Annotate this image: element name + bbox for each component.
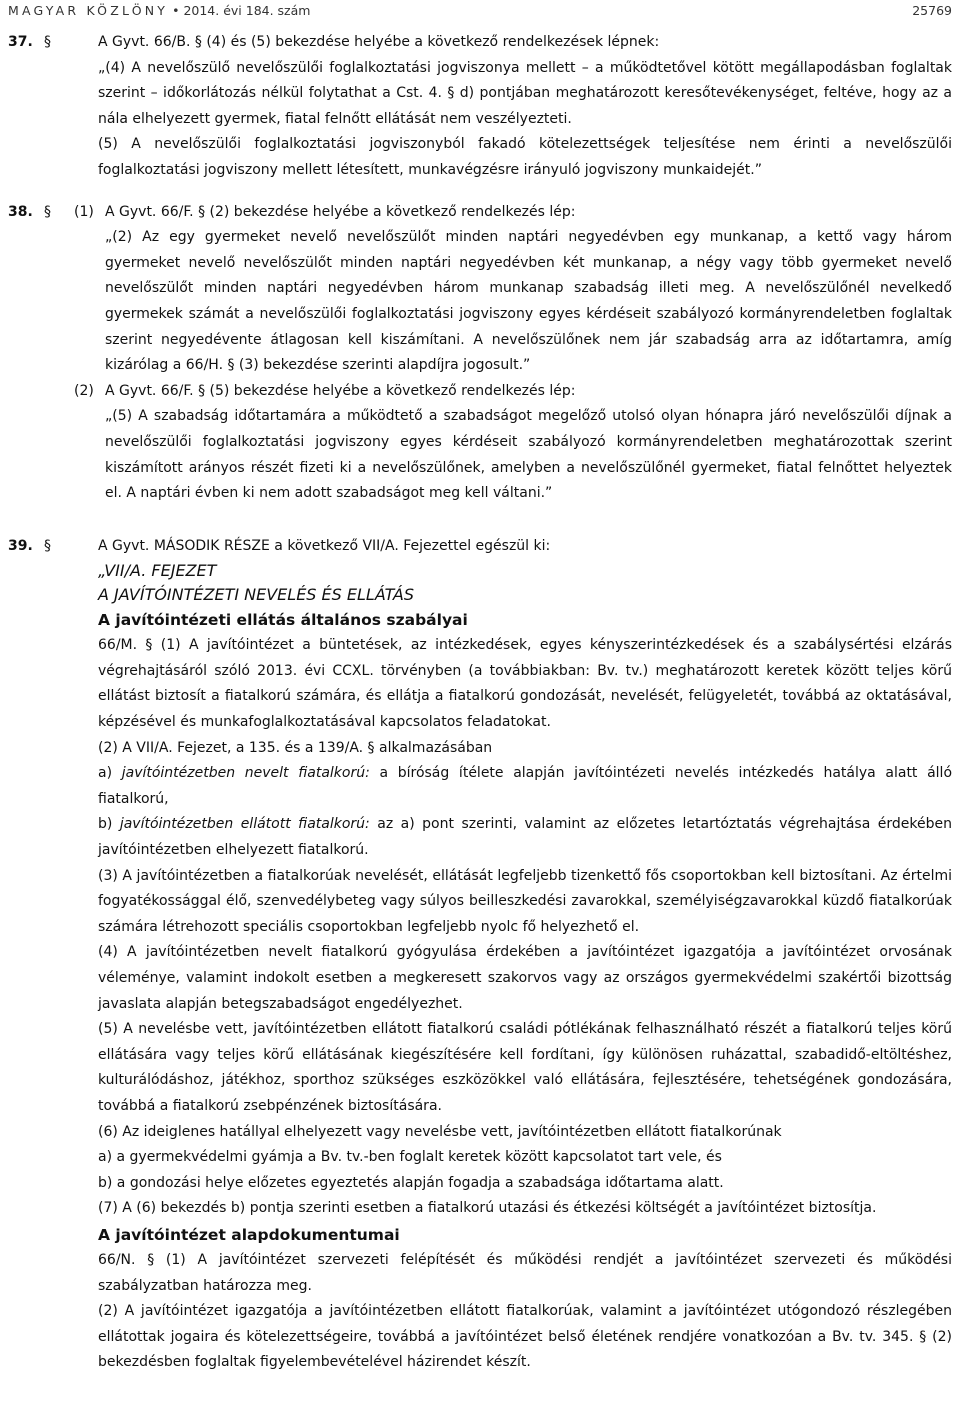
paragraph-66m-2b [98,812,952,863]
section-content [98,30,952,184]
chapter-title: A JAVÍTÓINTÉZETI NEVELÉS ÉS ELLÁTÁS [98,585,415,605]
section-content [74,200,952,507]
chapter-number: „VII/A. FEJEZET [98,561,217,581]
section-number: 38. [8,203,33,220]
point-label: b) [98,816,120,833]
subsection-1 [74,200,952,379]
paragraph-66m-2a [98,761,952,812]
journal-issue: • 2014. évi 184. szám [168,3,311,18]
section-number: 37. [8,34,33,50]
definition-text: az a) pont szerinti, valamint az előzetes letartóztatás végrehajtása érdekében javítóintézetben elhelyezett fiatalkorú. [98,816,952,859]
section-39 [8,534,952,1376]
document-body [8,30,952,1376]
defined-term: javítóintézetben ellátott fiatalkorú: [119,816,370,833]
section-symbol: § [44,203,51,220]
paragraph-66m-3: (3) A javítóintézetben a fiatalkorúak nevelését, ellátását legfeljebb tizenkettő fős csoportokban kell biztosítani. Az értelmi fogyatékossággal élő, szenvedélybeteg vagy súlyos beilleszkedési zavarokkal, személyiségzavarokkal küzdő fiatalkorúak számára létrehozott speciális csoportokban legfeljebb nyolc fő helyezhető el. [98,867,952,935]
paragraph-66m-1: 66/M. § (1) A javítóintézet a büntetések, az intézkedések, egyes kényszerintézkedések és a szabálysértési elzárás végrehajtásáról szóló 2013. évi CCXL. törvényben (a továbbiakban: Bv. tv.) meghatározott keretek között teljes körű ellátást biztosít a fiatalkorú számára, és ellátja a fiatalkorú gondozását, nevelését, felügyeletét, továbbá az oktatásával, képzésével és munkafoglalkoztatásával kapcsolatos feladatokat. [98,637,952,731]
page-header [8,2,952,26]
amendment-text: „(5) A szabadság időtartamára a működtető a szabadságot megelőző utolsó olyan hónapra járó nevelőszülői díjnak a nevelőszülői foglalkoztatási jogviszony egyes kérdéseit szabályozó kormányrendeletben meghatározottak szerint kiszámított arányos részét fizeti ki a nevelőszülőnek, amelyben a nevelőszülőnél gyermeket, fiatal felnőttet helyeztek el. A naptári évben ki nem adott szabadságot meg kell váltani.” [105,408,952,502]
defined-term: javítóintézetben nevelt fiatalkorú: [121,765,370,782]
subsection-intro: A Gyvt. 66/F. § (2) bekezdése helyébe a következő rendelkezés lép: [105,203,576,220]
section-symbol: § [44,537,51,554]
section-37 [8,30,952,184]
paragraph-66m-6: (6) Az ideiglenes hatállyal elhelyezett vagy nevelésbe vett, javítóintézetben ellátott fiatalkorúnak [98,1123,782,1140]
paragraph-66m-6a: a) a gyermekvédelmi gyámja a Bv. tv.-ben foglalt keretek között kapcsolatot tart vele, és [98,1149,722,1166]
section-intro: A Gyvt. 66/B. § (4) és (5) bekezdése helyébe a következő rendelkezések lépnek: [98,34,660,50]
section-symbol: § [44,34,51,50]
amendment-paragraph-5: (5) A nevelőszülői foglalkoztatási jogviszonyból fakadó kötelezettségek teljesítése nem érinti a nevelőszülői foglalkoztatási jogviszony mellett létesített, munkavégzésre irányuló jogviszony munkaidejét.” [98,136,952,178]
paragraph-66m-5: (5) A nevelésbe vett, javítóintézetben ellátott fiatalkorú családi pótlékának felhasználható részét a fiatalkorú teljes körű ellátására vagy teljes körű ellátásának kiegészítésére kell fordítani, így különösen ruházattal, szabadidő-eltöltéshez, kulturálódáshoz, játékhoz, sporthoz szükséges eszközökkel való ellátására, fejlesztésére, tehetségének gondozására, továbbá a fiatalkorú zsebpénzének biztosítására. [98,1021,952,1114]
section-intro: A Gyvt. MÁSODIK RÉSZE a következő VII/A. Fejezettel egészül ki: [98,537,551,554]
amendment-paragraph-4: „(4) A nevelőszülő nevelőszülői foglalkoztatási jogviszonya mellett – a működtetővel kötött megállapodásban foglaltak szerint – időkorlátozás nélkül folytathat a Cst. 4. § d) pontjában meghatározott keresőtevékenységet, feltéve, hogy az a nála elhelyezett gyermek, fiatal felnőtt ellátását nem veszélyezteti. [98,59,952,127]
subheading-general-rules: A javítóintézeti ellátás általános szabályai [98,611,468,630]
section-number: 39. [8,537,33,554]
subheading-base-documents: A javítóintézet alapdokumentumai [98,1225,400,1244]
definition-text: a bíróság ítélete alapján javítóintézeti nevelés intézkedés hatálya alatt álló fiatalkorú, [98,765,953,807]
journal-title [8,2,310,20]
amendment-text: „(2) Az egy gyermeket nevelő nevelőszülőt minden naptári negyedévben egy munkanap, a kettő vagy három gyermeket nevelő nevelőszülőt minden naptári negyedévben két munkanap, a négy vagy több gyermeket nevelő nevelőszülőt minden naptári negyedévben három munkanap szabadság illeti meg. A nevelőszülőnél nevelkedő gyermekek számát a nevelőszülői foglalkoztatási jogviszony egyes kérdéseit szabályozó kormányrendeletben foglaltak szerint negyedévente átlagosan kell kiszámítani. A nevelőszülőnek nem jár szabadság arra az időtartamra, amíg kizárólag a 66/H. § (3) bekezdése szerinti alapdíjra jogosult.” [105,229,952,374]
subsection-intro: A Gyvt. 66/F. § (5) bekezdése helyébe a következő rendelkezés lép: [105,382,576,399]
section-content [98,534,952,1376]
point-label: a) [98,765,122,782]
paragraph-66m-7: (7) A (6) bekezdés b) pontja szerinti esetben a fiatalkorú utazási és étkezési költségét a javítóintézet biztosítja. [98,1200,877,1217]
paragraph-66m-2: (2) A VII/A. Fejezet, a 135. és a 139/A. § alkalmazásában [98,739,493,756]
paragraph-66n-1: 66/N. § (1) A javítóintézet szervezeti felépítését és működési rendjét a javítóintézet szervezeti és működési szabályzatban határozza meg. [98,1251,952,1294]
journal-name: MAGYAR KÖZLÖNY [8,3,169,18]
subsection-label: (2) [74,382,94,399]
section-38 [8,200,952,507]
paragraph-66m-6b: b) a gondozási helye előzetes egyeztetés alapján fogadja a szabadsága időtartama alatt. [98,1174,724,1191]
page-number: 25769 [912,3,952,18]
subsection-label: (1) [74,203,94,220]
paragraph-66m-4: (4) A javítóintézetben nevelt fiatalkorú gyógyulása érdekében a javítóintézet igazgatója a javítóintézet orvosának véleménye, valamint indokolt esetben a megkeresett szakorvos vagy az országos gyermekvédelmi szakértői bizottság javaslata alapján betegszabadságot engedélyezhet. [98,944,952,1012]
paragraph-66n-2: (2) A javítóintézet igazgatója a javítóintézetben ellátott fiatalkorúak, valamint a javítóintézet utógondozó részlegében ellátottak jogaira és kötelezettségeire, továbbá a javítóintézet belső életének rendjére vonatkozóan a Bv. tv. 345. § (2) bekezdésben foglaltak figyelembevételével házirendet készít. [98,1303,952,1371]
subsection-2 [74,379,952,507]
